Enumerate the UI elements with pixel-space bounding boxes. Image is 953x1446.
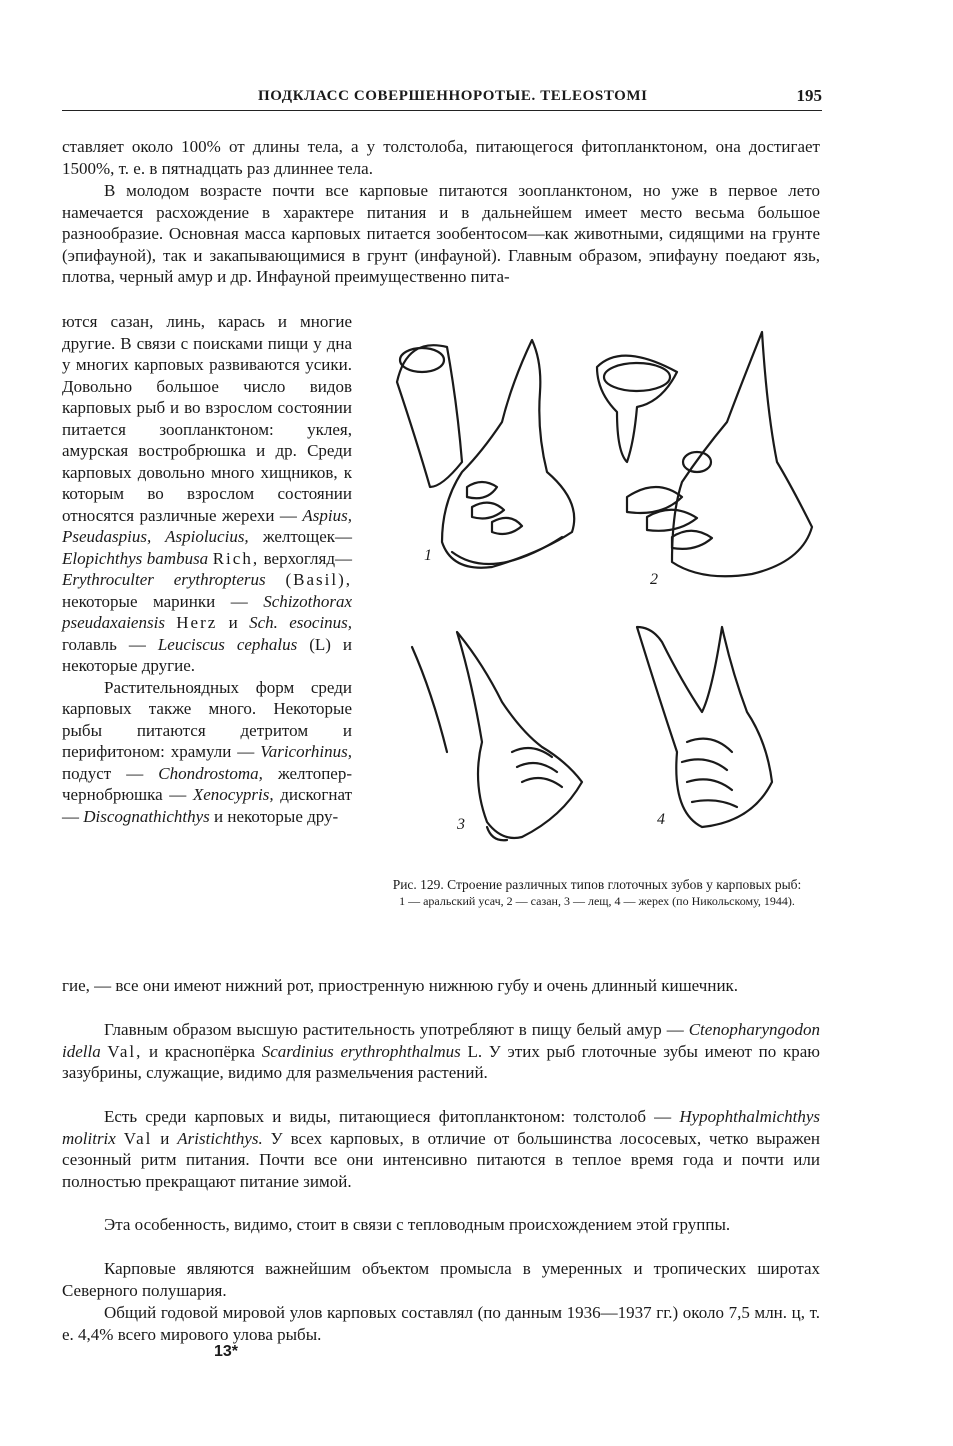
paragraph-7: Карповые являются важнейшим объектом промысла в умеренных и тропических широтах Северного полушария.: [62, 1259, 820, 1300]
running-header: [62, 88, 822, 111]
figure-label-2: 2: [650, 571, 658, 588]
paragraph-3: гие, — все они имеют нижний рот, приостренную нижнюю губу и очень длинный кишечник.: [62, 976, 739, 995]
header-title: ПОДКЛАСС СОВЕРШЕННОРОТЫЕ. TELEOSTOMI: [258, 88, 648, 104]
column-paragraph-herbivores: Растительноядных форм среди карповых также много. Некоторые рыбы питаются детритом и перифитоном: храмули — Varicorhinus, подуст — Chondrostoma, желтопер-чернобрюшка — Xenocypris, дискогнат — Discognathichthys и некоторые дру-: [62, 677, 353, 826]
figure-label-1: 1: [424, 547, 432, 564]
teeth-illustration: [372, 312, 822, 872]
paragraph-4: Главным образом высшую растительность употребляют в пищу белый амур — Ctenopharyngodon idella Val, и краснопёрка Scardinius erythrophthalmus L. У этих рыб глоточные зубы имеют по краю зазубрины, служащие, видимо для размельчения растений.: [62, 1020, 820, 1082]
column-paragraph-predators: ются сазан, линь, карась и многие другие. В связи с поисками пищи у дна у многих карповых развиваются усики. Довольно большое число видов карповых рыб и во взрослом состоянии питается зоопланктоном: уклея, амурская востробрюшка и др. Среди карповых довольно много хищников, к которым во взрослом состоянии относятся различные жерехи — Aspius, Pseudaspius, Aspiolucius, желтощек—Elopichthys bambusa Rich, верхогляд—Erythroculter erythropterus (Basil), некоторые маринки — Schizothorax pseudaxaiensis Herz и Sch. esocinus, голавль — Leuciscus cephalus (L) и некоторые другие.: [62, 312, 353, 675]
paragraph-6: Эта особенность, видимо, стоит в связи с тепловодным происхождением этой группы.: [104, 1215, 731, 1234]
figure-pharyngeal-teeth: [372, 312, 822, 872]
figure-label-4: 4: [657, 811, 665, 828]
page-number: 195: [796, 86, 822, 105]
tooth-drawing-3: [412, 632, 582, 840]
paragraph-2: В молодом возрасте почти все карповые питаются зоопланктоном, но уже в первое лето намечается расхождение в характере питания и в дальнейшем имеет место весьма большое разнообразие. Основная масса карповых питается зообентосом—как животными, сидящими на грунте (эпифауной), так и закапывающимися в грунт (инфауной). Главным образом, эпифауну поедают язь, плотва, черный амур и др. Инфауной преимущественно пита-: [62, 181, 820, 286]
paragraph-5: Есть среди карповых и виды, питающиеся фитопланктоном: толстолоб — Hypophthalmichthys molitrix Val и Aristichthys. У всех карповых, в отличие от большинства лососевых, четко выражен сезонный ритм питания. Почти все они интенсивно питаются в теплое время года и почти или полностью прекращают питание зимой.: [62, 1107, 821, 1191]
paragraph-1: ставляет около 100% от длины тела, а у толстолоба, питающегося фитопланктоном, она достигает 1500%, т. е. в пятнадцать раз длиннее тела.: [62, 137, 820, 178]
caption-title: Рис. 129. Строение различных типов глоточных зубов у карповых рыб:: [392, 877, 802, 892]
wrapped-column: [62, 311, 352, 827]
tooth-drawing-1: [397, 340, 574, 568]
paragraph-8: Общий годовой мировой улов карповых составлял (по данным 1936—1937 гг.) около 7,5 млн. ц, т. е. 4,4% всего мирового улова рыбы.: [62, 1303, 820, 1344]
tooth-drawing-4: [637, 627, 772, 827]
caption-legend: 1 — аральский усач, 2 — сазан, 3 — лещ, 4 — жерех (по Никольскому, 1944).: [399, 894, 795, 908]
figure-caption: [372, 877, 822, 909]
figure-label-3: 3: [457, 816, 465, 833]
tooth-drawing-2: [597, 332, 812, 576]
signature-mark: 13*: [214, 1343, 239, 1360]
